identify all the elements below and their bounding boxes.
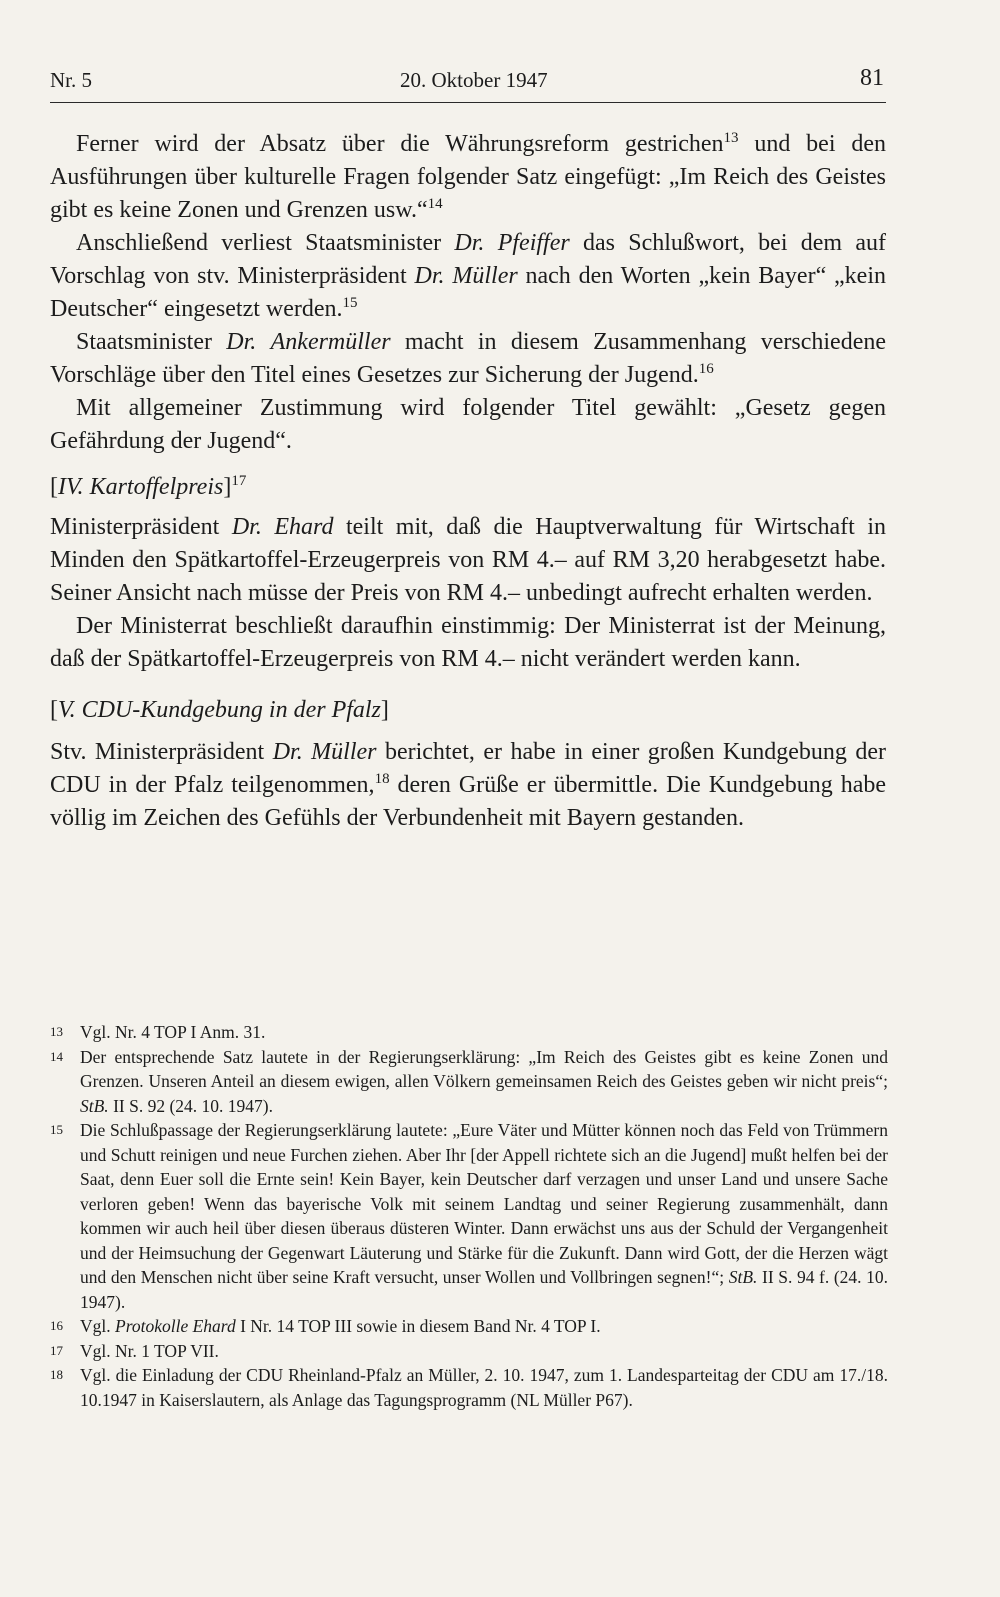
- footnote-ref-16[interactable]: 16: [698, 361, 714, 377]
- paragraph-law-title-chosen: Mit allgemeiner Zustimmung wird folgender Titel gewählt: „Gesetz gegen Gefährdung der Jugend“.: [50, 395, 886, 454]
- text-run: nach den Worten „kein Bayer“ „kein Deutscher“ eingesetzt werden.: [50, 263, 887, 322]
- footnote-ref-18[interactable]: 18: [374, 771, 390, 787]
- footnote-text: [80, 1314, 888, 1339]
- text-run: und bei den Ausführungen über kulturelle Fragen folgender Satz eingefügt: „Im Reich des Geistes gibt es keine Zonen und Grenzen usw.“: [50, 131, 886, 223]
- footnote-number: 18: [50, 1367, 63, 1382]
- footnote-14: [50, 1045, 888, 1119]
- footnote-ref-15[interactable]: 15: [342, 295, 358, 311]
- person-name: Müller: [311, 739, 377, 765]
- title-dr: Dr.: [272, 739, 303, 765]
- footnote-text: Vgl. Nr. 4 TOP I Anm. 31.: [80, 1022, 266, 1042]
- footnote-number: 13: [50, 1024, 63, 1039]
- person-name: Ehard: [274, 514, 334, 540]
- body-text: [50, 128, 886, 835]
- text-run: Staatsminister: [76, 329, 227, 355]
- paragraph-law-title-proposals: [50, 326, 886, 392]
- section-title: CDU-Kundgebung in der Pfalz: [81, 697, 381, 723]
- text-run: II S. 92 (24. 10. 1947).: [108, 1095, 273, 1116]
- bracket: [: [50, 697, 58, 723]
- footnote-16: [50, 1314, 888, 1339]
- paragraph-council-decision: Der Ministerrat beschließt daraufhin einstimmig: Der Ministerrat ist der Meinung, daß der Spätkartoffel-Erzeugerpreis von RM 4.– nicht verändert werden kann.: [50, 613, 886, 672]
- title-dr: Dr.: [226, 329, 257, 355]
- text-run: Die Schlußpassage der Regierungserklärung lautete: „Eure Väter und Mütter können noch das Feld von Trümmern und Schutt reinigen und neue Furchen ziehen. Aber Ihr [der Appell richtete sich an die Jugend] mußt helfen bei der Saat, denn Euer soll die Ernte sein! Kein Bayer, kein Deutscher darf verzagen und unser Land und unsere Sache verloren geben! Wenn das bayerische Volk mit seinem Landtag und seiner Regierung zusammenhält, dann kommen wir auch heil über diesen überaus düsteren Winter. Dann erwächst uns aus der Schuld der Vergangenheit und der Heimsuchung der Gegenwart Läuterung und Stärke für die Zukunft. Dann wird Gott, der die Herzen wägt und den Menschen nicht über seine Kraft versucht, unser Wollen und Vollbringen segnen!“;: [80, 1120, 888, 1287]
- text-run: berichtet, er habe in einer großen Kundgebung der CDU in der Pfalz teilgenommen,: [50, 739, 887, 798]
- paragraph-potato-price: [50, 511, 886, 610]
- footnote-text: [80, 1118, 888, 1314]
- paragraph-currency-reform: [50, 128, 886, 227]
- footnote-13: [50, 1020, 888, 1045]
- text-run: macht in diesem Zusammenhang verschiedene Vorschläge über den Titel eines Gesetzes zur Sicherung der Jugend.: [50, 329, 886, 388]
- header-date: 20. Oktober 1947: [400, 68, 548, 92]
- section-heading-v: [50, 694, 886, 727]
- paragraph-cdu-rally: [50, 736, 886, 835]
- footnote-number: 16: [50, 1318, 63, 1333]
- section-title: Kartoffelpreis: [89, 474, 224, 500]
- footnote-17: [50, 1339, 888, 1364]
- paragraph-closing-word: [50, 227, 886, 326]
- footnote-number: 14: [50, 1048, 63, 1064]
- person-name: Pfeiffer: [497, 230, 570, 256]
- person-name: Müller: [452, 263, 518, 289]
- page-number: 81: [860, 65, 884, 91]
- title-dr: Dr.: [414, 263, 445, 289]
- footnote-15: [50, 1118, 888, 1314]
- footnote-18: [50, 1363, 888, 1412]
- text-run: Stv. Ministerpräsident: [50, 739, 273, 765]
- text-run: teilt mit, daß die Hauptverwaltung für Wirtschaft in Minden den Spätkartoffel-Erzeugerpreis von RM 4.– auf RM 3,20 herabgesetzt habe. Seiner Ansicht nach müsse der Preis von RM 4.– unbedingt aufrecht erhalten werden.: [50, 514, 886, 606]
- bracket: ]: [223, 474, 232, 500]
- footnote-text: Vgl. die Einladung der CDU Rheinland-Pfalz an Müller, 2. 10. 1947, zum 1. Landesparteitag der CDU am 17./18. 10.1947 in Kaiserslautern, als Anlage das Tagungsprogramm (NL Müller P67).: [80, 1365, 888, 1410]
- footnote-text: [80, 1045, 888, 1119]
- footnote-ref-14[interactable]: 14: [427, 196, 443, 212]
- title-dr: Dr.: [454, 230, 485, 256]
- person-name: Ankermüller: [270, 329, 391, 355]
- footnote-text: Vgl. Nr. 1 TOP VII.: [80, 1340, 219, 1361]
- text-run: I Nr. 14 TOP III sowie in diesem Band Nr. 4 TOP I.: [235, 1316, 601, 1336]
- section-heading-iv: [50, 471, 886, 504]
- source-abbrev: Protokolle Ehard: [115, 1316, 236, 1336]
- footnote-ref-17[interactable]: 17: [231, 473, 247, 489]
- text-run: Der entsprechende Satz lautete in der Regierungserklärung: „Im Reich des Geistes gibt es keine Zonen und Grenzen. Unseren Anteil an diesem ewigen, allen Völkern gemeinsamen Reich des Geistes geben wir nicht preis“;: [80, 1046, 888, 1091]
- text-run: Vgl.: [80, 1316, 115, 1336]
- footnote-number: 17: [50, 1342, 63, 1358]
- text-run: II S. 94 f. (24. 10. 1947).: [80, 1267, 889, 1312]
- section-number: IV.: [58, 474, 84, 500]
- title-dr: Dr.: [231, 514, 262, 540]
- text-run: Anschließend verliest Staatsminister: [76, 230, 455, 256]
- text-run: Ferner wird der Absatz über die Währungsreform gestrichen: [76, 131, 724, 157]
- text-run: Ministerpräsident: [50, 514, 232, 540]
- issue-number: Nr. 5: [50, 68, 92, 92]
- running-header: [50, 60, 886, 103]
- bracket: [: [50, 474, 58, 500]
- footnote-ref-13[interactable]: 13: [723, 130, 739, 146]
- footnotes: [50, 1020, 888, 1412]
- footnote-number: 15: [50, 1122, 63, 1137]
- bracket: ]: [380, 697, 389, 723]
- source-abbrev: StB.: [80, 1095, 109, 1116]
- text-run: deren Grüße er übermittle. Die Kundgebung habe völlig im Zeichen des Gefühls der Verbundenheit mit Bayern gestanden.: [50, 772, 886, 831]
- source-abbrev: StB.: [728, 1267, 758, 1287]
- section-number: V.: [58, 697, 76, 723]
- text-run: das Schlußwort, bei dem auf Vorschlag von stv. Ministerpräsident: [50, 230, 887, 289]
